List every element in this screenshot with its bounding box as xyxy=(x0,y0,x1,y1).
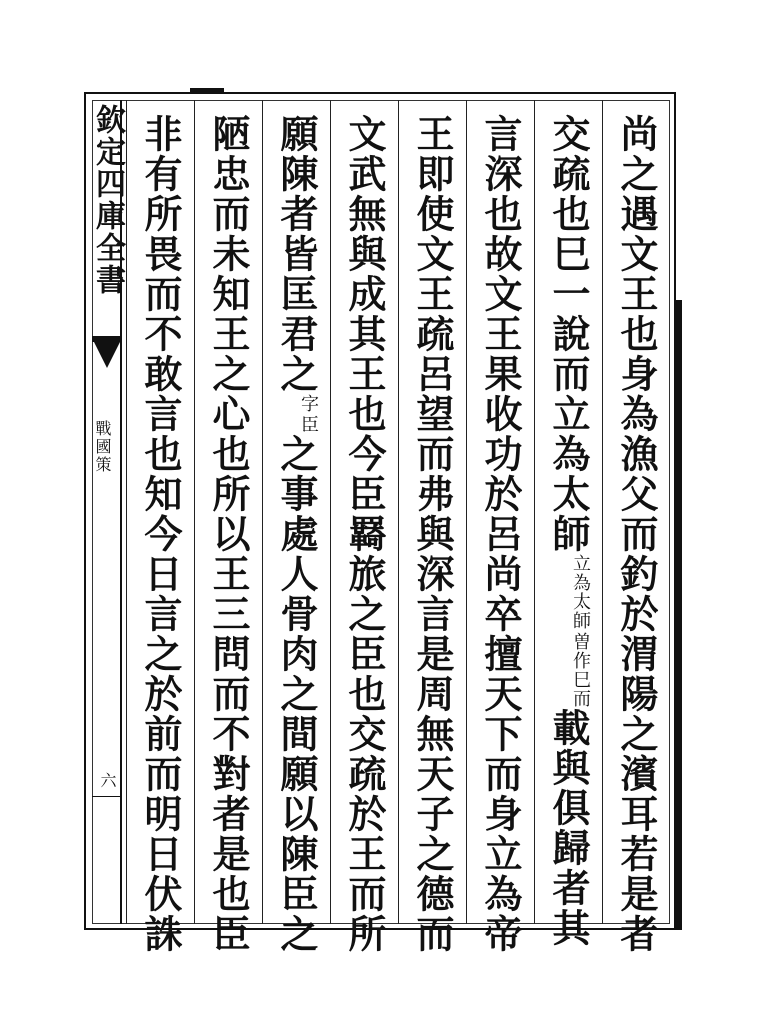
column-text xyxy=(274,114,318,954)
note-left: 立為太師 xyxy=(570,554,591,630)
column-text: 王即使文王疏呂望而弗與深言是周無天子之德而 xyxy=(410,114,455,954)
column-text: 非有所畏而不敢言也知今日言之於前而明日伏誅 xyxy=(138,114,183,954)
column-divider xyxy=(398,100,399,924)
book-subtitle: 戰國策 xyxy=(93,420,112,474)
column-divider xyxy=(534,100,535,924)
binding-shadow xyxy=(676,300,682,930)
text-column-5 xyxy=(330,100,398,954)
column-divider xyxy=(602,100,603,924)
column-text-before: 交疏也巳一說而立為太師 xyxy=(546,114,591,554)
text-column-7 xyxy=(194,100,262,954)
page-number: 六 xyxy=(98,772,117,788)
text-column-2 xyxy=(534,100,602,948)
column-divider xyxy=(466,100,467,924)
top-ink-mark xyxy=(190,88,224,94)
column-text: 尚之遇文王也身為漁父而釣於渭陽之濱耳若是者 xyxy=(614,114,659,954)
column-text-after: 載與俱歸者其 xyxy=(546,708,591,948)
column-divider xyxy=(262,100,263,924)
margin-divider xyxy=(92,796,122,797)
text-column-6 xyxy=(262,100,330,954)
interlinear-note xyxy=(571,554,590,708)
column-divider xyxy=(126,100,127,924)
column-text: 言深也故文王果收功於呂尚卒擅天下而身立為帝 xyxy=(478,114,523,954)
column-divider xyxy=(330,100,331,924)
book-title: 欽定四庫全書 xyxy=(90,104,125,296)
fishtail-icon xyxy=(92,338,122,368)
text-column-4 xyxy=(398,100,466,954)
note-right: 曽作巳而 xyxy=(570,632,591,708)
text-column-3 xyxy=(466,100,534,954)
note-left: 字 xyxy=(298,394,319,413)
column-text xyxy=(546,114,590,948)
column-text-after: 之事處人骨肉之間願以陳臣之 xyxy=(274,434,319,954)
text-column-1 xyxy=(602,100,670,954)
text-column-8 xyxy=(126,100,194,954)
column-text-before: 願陳者皆匡君之 xyxy=(274,114,319,394)
column-divider xyxy=(194,100,195,924)
interlinear-note xyxy=(299,394,318,434)
column-text: 文武無與成其王也今臣羇旅之臣也交疏於王而所 xyxy=(342,114,387,954)
text-area xyxy=(122,100,670,954)
column-text: 陋忠而未知王之心也所以王三問而不對者是也臣 xyxy=(206,114,251,954)
note-right: 臣 xyxy=(298,415,319,434)
